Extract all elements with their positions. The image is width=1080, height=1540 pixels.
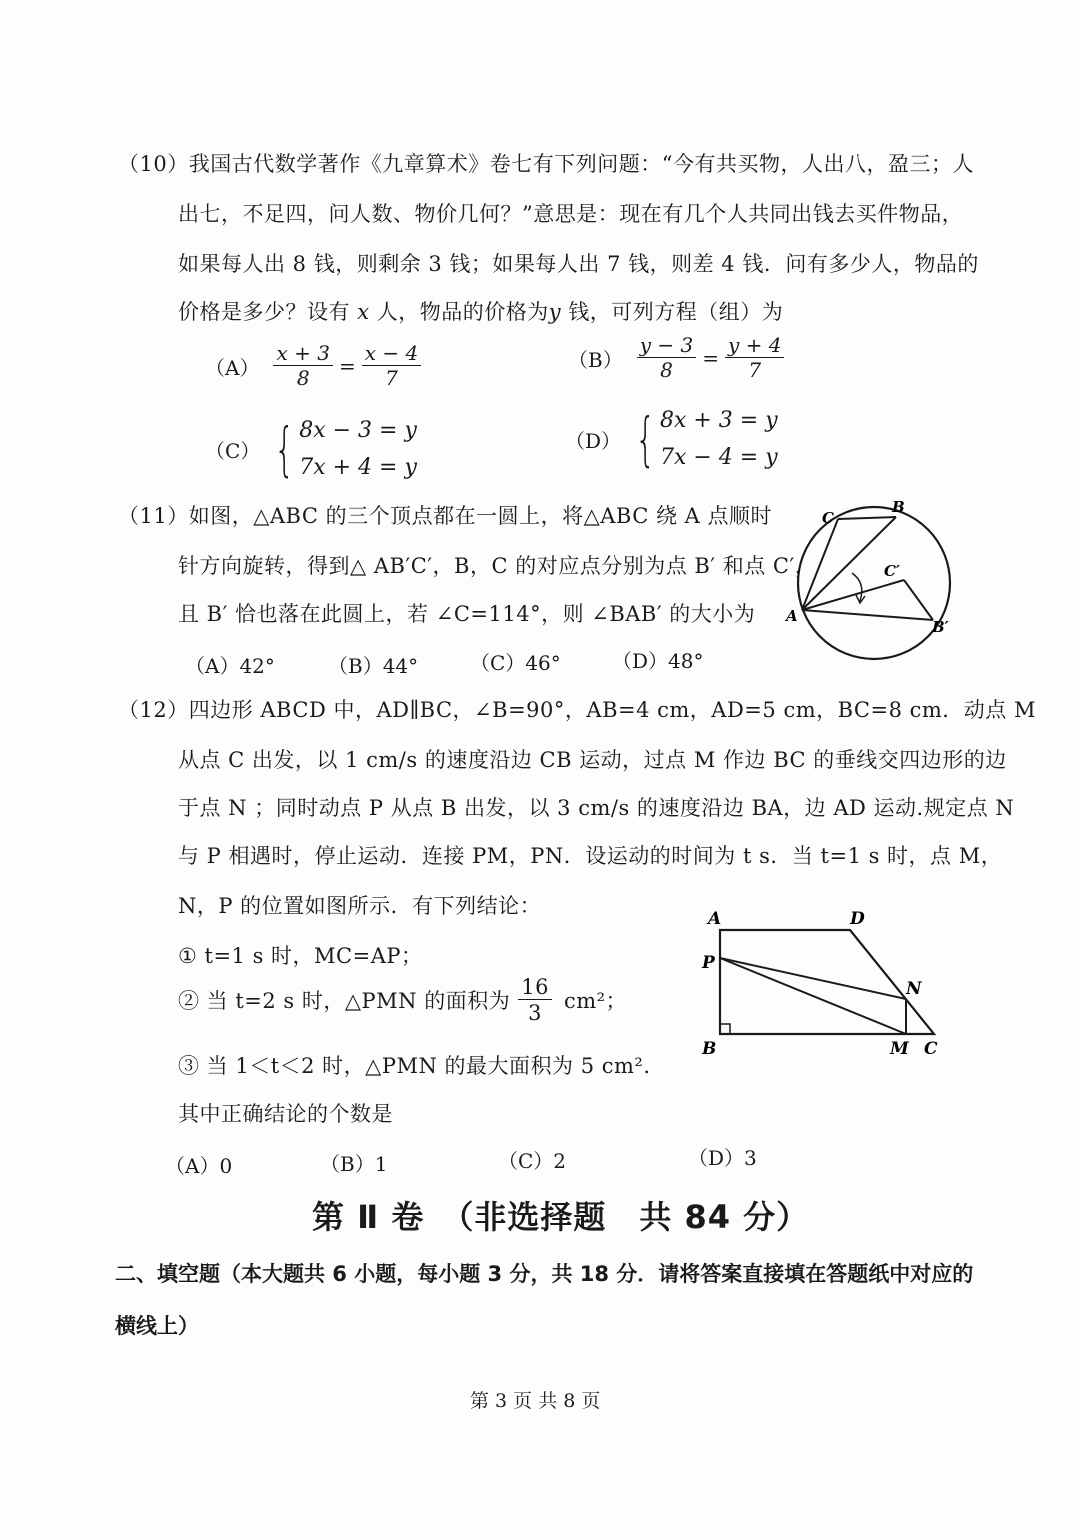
label-b-prime: B′ xyxy=(932,618,949,636)
q11-option-d[interactable]: （D）48° xyxy=(612,649,704,673)
q12-line-1: （12）四边形 ABCD 中，AD∥BC，∠B=90°，AB=4 cm，AD=5 cm，BC=8 cm．动点 M xyxy=(118,698,1036,722)
option-label: （C） xyxy=(205,438,261,463)
q12-line-2: 从点 C 出发，以 1 cm/s 的速度沿边 CB 运动，过点 M 作边 BC 的垂线交四边形的边 xyxy=(178,748,1007,772)
label-c-prime: C′ xyxy=(884,562,900,580)
q10-option-a[interactable]: （A） $\frac{x + 3}{8}$ = $\frac{x - 4}{7}$ xyxy=(205,343,423,389)
q10-line-1: （10）我国古代数学著作《九章算术》卷七有下列问题：“今有共买物，人出八，盈三；人 xyxy=(118,152,974,176)
segment-ac xyxy=(802,519,838,610)
label-a: A xyxy=(708,909,722,929)
fraction: $\frac{x + 3}{8}$ xyxy=(273,343,332,389)
q10-option-b[interactable]: （B） $\frac{y - 3}{8}$ = $\frac{y + 4}{7}$ xyxy=(568,335,786,381)
fill-in-section-line-2: 横线上） xyxy=(115,1314,199,1338)
page-number: 第 3 页 共 8 页 xyxy=(470,1390,601,1412)
q12-option-a[interactable]: （A）0 xyxy=(165,1154,233,1178)
right-angle-mark xyxy=(720,1024,730,1034)
fraction: $\frac{16}{3}$ xyxy=(518,976,552,1024)
circumscribed-circle xyxy=(798,507,950,659)
q10-line-4: 价格是多少？设有 x 人，物品的价格为y 钱，可列方程（组）为 xyxy=(178,300,784,324)
q11-circle-figure xyxy=(780,495,970,680)
q10-line-2: 出七，不足四，问人数、物价几何？”意思是：现在有几个人共同出钱去买件物品， xyxy=(178,202,964,226)
q12-line-4: 与 P 相遇时，停止运动．连接 PM，PN．设运动的时间为 t s．当 t=1 s 时，点 M， xyxy=(178,844,1003,868)
q11-option-b[interactable]: （B）44° xyxy=(328,654,419,678)
q12-conclusion-1: ① t=1 s 时，MC=AP； xyxy=(178,944,423,968)
q11-option-c[interactable]: （C）46° xyxy=(470,651,561,675)
q11-line-1: （11）如图，△ABC 的三个顶点都在一圆上，将△ABC 绕 A 点顺时 xyxy=(118,504,772,528)
q12-conclusion-2: ② 当 t=2 s 时，△PMN 的面积为 $\frac{16}{3}$ cm²； xyxy=(178,975,628,1026)
q10-option-c[interactable] xyxy=(205,412,417,487)
fill-in-section-line-1: 二、填空题（本大题共 6 小题，每小题 3 分，共 18 分．请将答案直接填在答题纸中对应的 xyxy=(115,1262,974,1286)
part-two-heading: 第 Ⅱ 卷 （非选择题 共 84 分） xyxy=(312,1198,810,1236)
q12-question: 其中正确结论的个数是 xyxy=(178,1102,393,1126)
q12-line-3: 于点 N ；同时动点 P 从点 B 出发，以 3 cm/s 的速度沿边 BA，边 AD 运动.规定点 N xyxy=(178,796,1015,820)
equation-system: { 8x + 3 = y 7x − 4 = y xyxy=(635,405,778,474)
fraction: $\frac{y - 3}{8}$ xyxy=(637,335,697,381)
label-p: P xyxy=(702,953,715,973)
option-label: （B） xyxy=(568,347,623,372)
segment-c-prime-b-prime xyxy=(904,580,933,620)
q11-line-2: 针方向旋转，得到△ AB′C′，B，C 的对应点分别为点 B′ 和点 C′， xyxy=(178,554,817,578)
label-c: C xyxy=(822,509,834,527)
q11-option-a[interactable]: （A）42° xyxy=(185,654,275,678)
segment-pm xyxy=(720,958,906,1034)
label-n: N xyxy=(906,979,922,999)
q10-line-3: 如果每人出 8 钱，则剩余 3 钱；如果每人出 7 钱，则差 4 钱．问有多少人，物品的 xyxy=(178,252,979,276)
q11-line-3: 且 B′ 恰也落在此圆上，若 ∠C=114°，则 ∠BAB′ 的大小为 xyxy=(178,602,756,626)
q12-quadrilateral-figure xyxy=(690,900,960,1070)
q12-option-c[interactable]: （C）2 xyxy=(498,1149,567,1173)
label-c: C xyxy=(924,1039,938,1059)
label-m: M xyxy=(890,1039,909,1059)
fraction: $\frac{x - 4}{7}$ xyxy=(362,343,421,389)
equation-system: { 8x − 3 = y 7x + 4 = y xyxy=(274,415,417,484)
q12-option-b[interactable]: （B）1 xyxy=(320,1152,388,1176)
label-b: B xyxy=(702,1039,717,1059)
q12-option-d[interactable]: （D）3 xyxy=(688,1146,757,1170)
q12-line-5: N，P 的位置如图所示．有下列结论： xyxy=(178,894,542,918)
option-label: （A） xyxy=(205,355,260,380)
segment-ab-prime xyxy=(802,610,933,620)
label-d: D xyxy=(850,909,865,929)
q12-conclusion-3: ③ 当 1＜t＜2 时，△PMN 的最大面积为 5 cm². xyxy=(178,1054,651,1078)
label-a: A xyxy=(786,607,798,625)
q10-option-d[interactable] xyxy=(565,402,778,477)
fraction: $\frac{y + 4}{7}$ xyxy=(725,335,785,381)
label-b: B xyxy=(892,498,905,516)
segment-cb xyxy=(838,517,896,519)
option-label: （D） xyxy=(565,428,622,453)
